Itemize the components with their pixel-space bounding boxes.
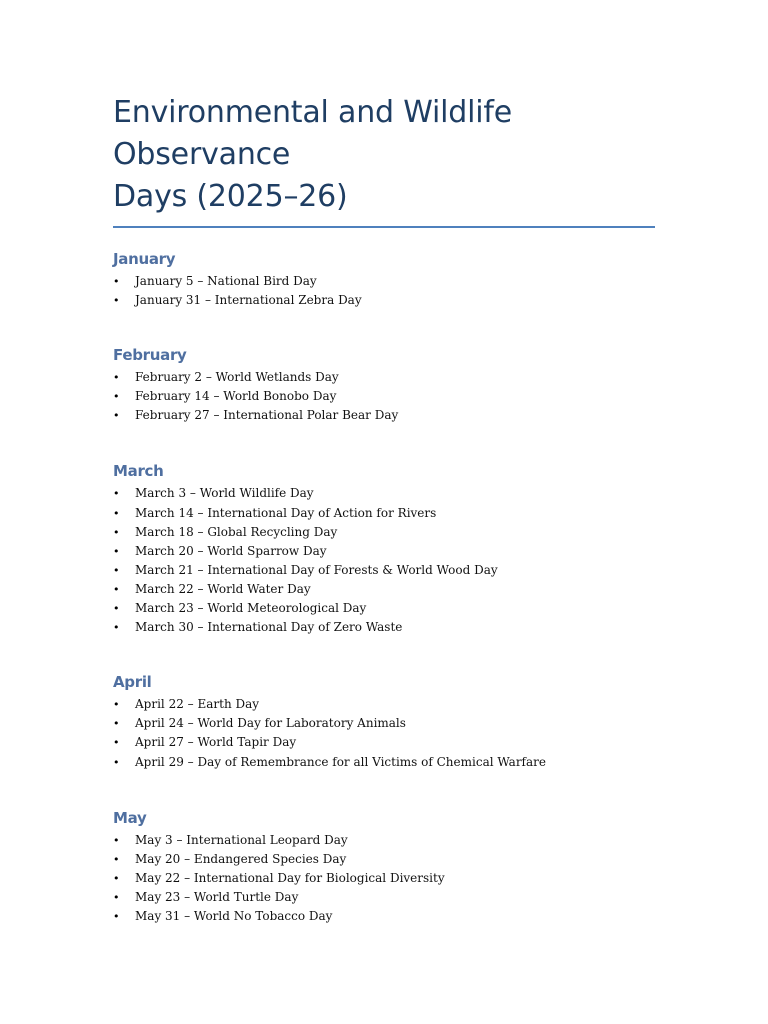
month-heading-april: April: [113, 673, 152, 692]
bullet-icon: •: [113, 890, 120, 904]
event-text: February 14 – World Bonobo Day: [135, 389, 337, 404]
month-heading-march: March: [113, 462, 164, 481]
bullet-icon: •: [113, 833, 120, 847]
section-april: [113, 672, 655, 771]
section-january: [113, 249, 655, 310]
bullet-icon: •: [113, 294, 120, 308]
list-item: [113, 695, 655, 714]
list-item: [113, 888, 655, 907]
list-item: [113, 618, 655, 637]
list-item: [113, 272, 655, 291]
event-text: March 23 – World Meteorological Day: [135, 601, 367, 616]
event-text: February 2 – World Wetlands Day: [135, 370, 339, 385]
list-item: [113, 387, 655, 406]
list-item: [113, 542, 655, 561]
event-text: January 5 – National Bird Day: [135, 274, 317, 288]
event-text: March 3 – World Wildlife Day: [135, 486, 314, 501]
list-item: [113, 561, 655, 580]
event-text: January 31 – International Zebra Day: [135, 293, 362, 308]
event-text: May 3 – International Leopard Day: [135, 832, 348, 847]
event-text: March 30 – International Day of Zero Waste: [135, 620, 403, 635]
title-underline-rule: [113, 226, 655, 228]
bullet-icon: •: [113, 409, 120, 423]
event-text: May 20 – Endangered Species Day: [135, 851, 347, 866]
list-item: [113, 753, 655, 772]
event-text: March 18 – Global Recycling Day: [135, 524, 338, 539]
event-list-may: [113, 831, 655, 926]
event-text: February 27 – International Polar Bear Day: [135, 408, 399, 423]
bullet-icon: •: [113, 487, 120, 501]
list-item: [113, 850, 655, 869]
event-list-march: [113, 484, 655, 637]
section-may: [113, 808, 655, 926]
event-text: May 23 – World Turtle Day: [135, 889, 299, 904]
event-text: May 31 – World No Tobacco Day: [135, 908, 333, 923]
month-heading-february: February: [113, 346, 187, 365]
section-march: [113, 461, 655, 637]
bullet-icon: •: [113, 582, 120, 596]
event-text: March 14 – International Day of Action for Rivers: [135, 505, 437, 520]
list-item: [113, 580, 655, 599]
event-list-april: [113, 695, 655, 771]
bullet-icon: •: [113, 621, 120, 635]
list-item: [113, 831, 655, 850]
section-february: [113, 345, 655, 425]
list-item: [113, 406, 655, 425]
list-item: [113, 869, 655, 888]
document-title-line-1: Environmental and Wildlife Observance: [113, 95, 512, 172]
bullet-icon: •: [113, 275, 120, 288]
month-heading-january: January: [113, 250, 176, 268]
bullet-icon: •: [113, 736, 120, 750]
bullet-icon: •: [113, 544, 120, 558]
document-title: [113, 0, 655, 218]
event-text: April 24 – World Day for Laboratory Animals: [135, 716, 406, 731]
list-item: [113, 291, 655, 310]
bullet-icon: •: [113, 506, 120, 520]
event-list-february: [113, 368, 655, 425]
event-text: March 20 – World Sparrow Day: [135, 543, 327, 558]
list-item: [113, 523, 655, 542]
bullet-icon: •: [113, 852, 120, 866]
event-list-january: [113, 272, 655, 310]
event-text: March 21 – International Day of Forests & World Wood Day: [135, 562, 498, 577]
document-title-line-2: Days (2025–26): [113, 179, 348, 214]
event-text: April 27 – World Tapir Day: [135, 735, 297, 750]
bullet-icon: •: [113, 698, 120, 712]
bullet-icon: •: [113, 909, 120, 923]
event-text: April 29 – Day of Remembrance for all Victims of Chemical Warfare: [135, 754, 546, 769]
bullet-icon: •: [113, 755, 120, 769]
list-item: [113, 484, 655, 503]
bullet-icon: •: [113, 390, 120, 404]
list-item: [113, 599, 655, 618]
list-item: [113, 714, 655, 733]
month-heading-may: May: [113, 808, 147, 827]
bullet-icon: •: [113, 602, 120, 616]
event-text: May 22 – International Day for Biological Diversity: [135, 870, 445, 885]
list-item: [113, 733, 655, 752]
bullet-icon: •: [113, 871, 120, 885]
document-page: [113, 0, 655, 926]
list-item: [113, 907, 655, 926]
bullet-icon: •: [113, 563, 120, 577]
event-text: April 22 – Earth Day: [135, 697, 260, 712]
bullet-icon: •: [113, 525, 120, 539]
bullet-icon: •: [113, 717, 120, 731]
list-item: [113, 368, 655, 387]
list-item: [113, 504, 655, 523]
event-text: March 22 – World Water Day: [135, 581, 311, 596]
bullet-icon: •: [113, 371, 120, 385]
